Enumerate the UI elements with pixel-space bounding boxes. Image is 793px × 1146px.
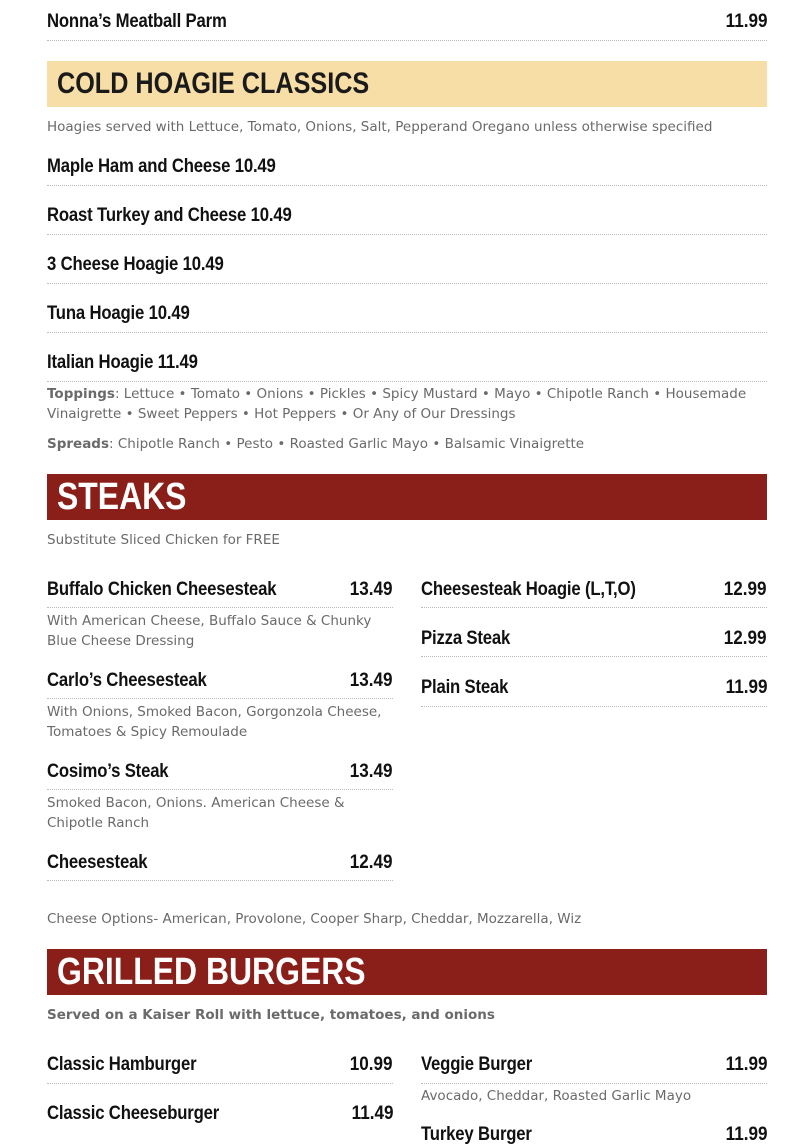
section-note: Substitute Sliced Chicken for FREE <box>47 532 280 548</box>
cheese-options: Cheese Options- American, Provolone, Cooper Sharp, Cheddar, Mozzarella, Wiz <box>47 911 582 927</box>
item-name: Cosimo’s Steak <box>47 761 169 782</box>
item-name: Roast Turkey and Cheese 10.49 <box>47 205 292 226</box>
item-price: 12.99 <box>724 579 767 600</box>
spreads-label: Spreads <box>47 436 110 452</box>
section-header-cold-hoagies <box>47 61 767 107</box>
item-price: 11.49 <box>351 1103 393 1124</box>
section-header-burgers <box>47 949 767 995</box>
divider <box>47 234 767 235</box>
item-price: 13.49 <box>350 579 393 600</box>
divider <box>47 381 767 382</box>
item-price: 12.99 <box>724 628 767 649</box>
divider <box>47 880 393 881</box>
item-description: Smoked Bacon, Onions. American Cheese & Chipotle Ranch <box>47 795 345 831</box>
item-name: Italian Hoagie 11.49 <box>47 352 198 373</box>
divider <box>421 706 767 707</box>
item-name: Plain Steak <box>421 677 509 698</box>
item-name: Classic Hamburger <box>47 1054 197 1075</box>
divider <box>421 607 767 608</box>
divider <box>47 332 767 333</box>
item-description: With American Cheese, Buffalo Sauce & Chunky Blue Cheese Dressing <box>47 613 372 649</box>
divider <box>47 40 767 41</box>
item-name: Tuna Hoagie 10.49 <box>47 303 190 324</box>
spreads-text: : Chipotle Ranch • Pesto • Roasted Garlic Mayo • Balsamic Vinaigrette <box>109 436 585 452</box>
item-price: 13.49 <box>350 670 393 691</box>
item-name: Maple Ham and Cheese 10.49 <box>47 156 276 177</box>
item-name: Pizza Steak <box>421 628 511 649</box>
divider <box>47 607 393 608</box>
section-header-steaks <box>47 474 767 520</box>
item-description: With Onions, Smoked Bacon, Gorgonzola Cheese, Tomatoes & Spicy Remoulade <box>47 704 382 740</box>
section-note: Hoagies served with Lettuce, Tomato, Onions, Salt, Pepperand Oregano unless otherwise specified <box>47 119 713 135</box>
section-title: GRILLED BURGERS <box>57 950 366 993</box>
section-title: COLD HOAGIE CLASSICS <box>57 67 370 100</box>
item-price: 11.99 <box>725 1054 767 1075</box>
item-name: Veggie Burger <box>421 1054 533 1075</box>
item-name: Turkey Burger <box>421 1124 532 1145</box>
item-name: Buffalo Chicken Cheesesteak <box>47 579 277 600</box>
item-price: 10.99 <box>350 1054 393 1075</box>
item-name: Classic Cheeseburger <box>47 1103 220 1124</box>
divider <box>47 185 767 186</box>
item-name: Cheesesteak Hoagie (L,T,O) <box>421 579 636 600</box>
divider <box>47 1083 393 1084</box>
divider <box>421 1083 767 1084</box>
item-name: 3 Cheese Hoagie 10.49 <box>47 254 224 275</box>
divider <box>421 656 767 657</box>
item-price: 11.99 <box>725 677 767 698</box>
divider <box>47 698 393 699</box>
toppings-label: Toppings <box>47 386 115 402</box>
item-price: 11.99 <box>725 1124 767 1145</box>
item-name: Nonna’s Meatball Parm <box>47 11 227 32</box>
item-name: Cheesesteak <box>47 852 148 873</box>
divider <box>47 789 393 790</box>
item-price: 11.99 <box>725 11 767 32</box>
divider <box>47 283 767 284</box>
toppings-list <box>47 384 747 424</box>
section-title: STEAKS <box>57 475 187 518</box>
toppings-text: : Lettuce • Tomato • Onions • Pickles • Spicy Mustard • Mayo • Chipotle Ranch • Housemade Vinaigrette • Sweet Peppers • Hot Peppers • Or Any of Our Dressings <box>47 386 747 422</box>
item-name: Carlo’s Cheesesteak <box>47 670 207 691</box>
section-note: Served on a Kaiser Roll with lettuce, tomatoes, and onions <box>47 1007 495 1023</box>
item-price: 12.49 <box>350 852 393 873</box>
item-price: 13.49 <box>350 761 393 782</box>
spreads-list <box>47 434 747 454</box>
item-description: Avocado, Cheddar, Roasted Garlic Mayo <box>421 1088 692 1104</box>
